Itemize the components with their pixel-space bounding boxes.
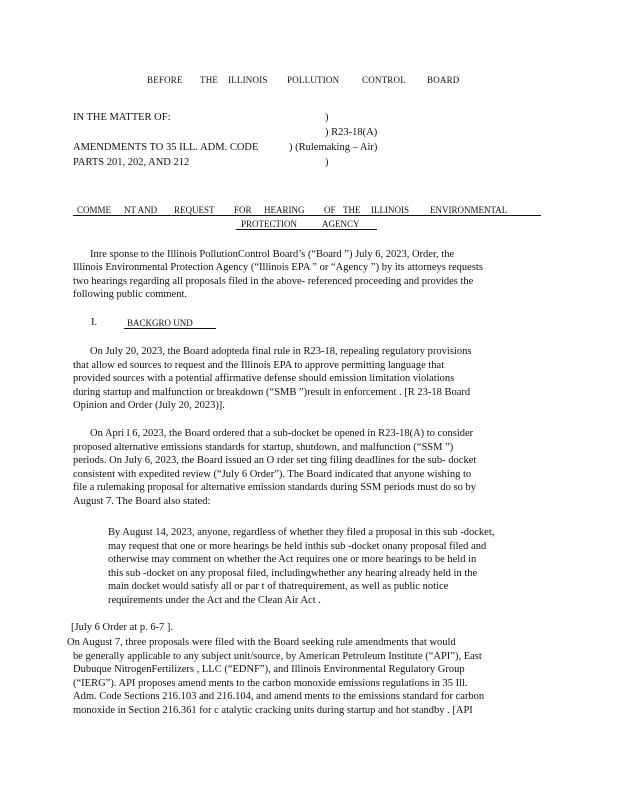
comment-title-word: COMME [77,205,112,215]
comment-title-word: FOR [234,205,252,215]
comment-title-word: NT AND [124,205,158,215]
comment-title-word: ILLINOIS [371,205,409,215]
text-line: during startup and malfunction or breakdown (“SMB ”)result in enforcement . [R 23-18 Board [73,386,471,398]
text-line: Inre sponse to the Illinois PollutionControl Board’s (“Board ”) July 6, 2023, Order, the [90,249,455,260]
text-line: On Apri l 6, 2023, the Board ordered that a sub-docket be opened in R23-18(A) to consider [90,428,474,439]
text-line: periods. On July 6, 2023, the Board issued an O rder set ting filing deadlines for the sub- docket [73,455,477,467]
text-line: monoxide in Section 216.361 for c atalytic cracking units during startup and hot standby . [API [73,704,473,716]
header-word: ILLINOIS [228,75,268,85]
intro-paragraph-cont [73,261,529,302]
text-line: Adm. Code Sections 216.103 and 216.104, and amend ments to the emissions standard for carbon [73,691,485,703]
quote-line: By August 14, 2023, anyone, regardless of whether they filed a proposal in this sub -docket, [108,527,495,538]
text-line: file a rulemaking proposal for alternative emission standards during SSM periods must do so by [73,482,477,494]
header-word: BOARD [427,75,460,85]
background-paragraph-3 [67,636,529,718]
text-line: On July 20, 2023, the Board adopteda final rule in R23-18, repealing regulatory provisions [90,346,472,357]
caption-left-line: AMENDMENTS TO 35 ILL. ADM. CODE [73,142,259,153]
comment-title-word: OF [324,205,336,215]
text-line: On August 7, three proposals were filed with the Board seeking rule amendments that would [67,637,456,648]
text-line: Opinion and Order (July 20, 2023)]. [73,400,225,412]
caption-right-line: ) [325,112,329,123]
text-line: provided sources with a potential affirmative defense should emission limitation violations [73,373,455,385]
text-line: consistent with expedited review (“July 6 Order”). The Board indicated that anyone wishing to [73,468,472,480]
comment-title-word: AGENCY [322,219,360,229]
comment-title-word: PROTECTION [241,219,297,229]
block-quote [108,526,536,608]
section-heading-underline [124,328,216,329]
quote-line: this sub -docket on any proposal filed, includingwhether any hearing already held in the [108,567,478,579]
text-line: proposed alternative emissions standards for startup, shutdown, and malfunction (“SSM ”) [73,441,454,453]
comment-title-word: HEARING [264,205,305,215]
quote-line: may request that one or more hearings be held inthis sub -docket onany proposal filed and [108,540,487,552]
caption-right-line: ) (Rulemaking – Air) [289,142,378,153]
text-line: Illinois Environmental Protection Agency (“Illinois EPA ” or “Agency ”) by its attorneys requests [73,262,483,273]
section-number: I. [91,317,98,328]
text-line: two hearings regarding all proposals filed in the above- referenced proceeding and provides the [73,275,474,287]
header-word: THE [200,75,219,85]
caption-right-line: ) [325,157,329,168]
caption-right-line: ) R23-18(A) [325,127,378,138]
header-word: CONTROL [362,75,406,85]
comment-title-word: THE [343,205,361,215]
caption-left-line: IN THE MATTER OF: [73,112,171,123]
text-line: Dubuque NitrogenFertilizers , LLC (“EDNF”), and Illinois Environmental Regulatory Group [73,664,465,676]
text-line: that allow ed sources to request and the Illinois EPA to approve permitting language that [73,359,445,371]
section-heading: BACKGRO UND [127,318,193,328]
text-line: (“IERG”). API proposes amend ments to the carbon monoxide emissions regulations in 35 Ill. [73,677,468,689]
intro-paragraph [73,248,529,262]
comment-title-word: REQUEST [174,205,215,215]
background-paragraph-1 [73,345,529,413]
background-paragraph-2 [73,427,529,509]
quote-line: otherwise may comment on whether the Act requires one or more hearings to be held in [108,554,477,566]
comment-title-word: ENVIRONMENTAL [430,205,508,215]
title-underline [236,229,377,230]
text-line: following public comment. [73,289,188,301]
title-underline [73,215,541,216]
header-word: POLLUTION [287,75,340,85]
text-line: be generally applicable to any subject unit/source, by American Petroleum Institute (“API”), East [73,650,482,662]
quote-citation: [July 6 Order at p. 6-7 ]. [71,622,174,633]
header-word: BEFORE [147,75,183,85]
text-line: August 7. The Board also stated: [73,495,211,507]
quote-line: requirements under the Act and the Clean Air Act . [108,594,321,606]
caption-left-line: PARTS 201, 202, AND 212 [73,157,190,168]
quote-line: main docket would satisfy all or par t of thatrequirement, as well as public notice [108,581,449,593]
